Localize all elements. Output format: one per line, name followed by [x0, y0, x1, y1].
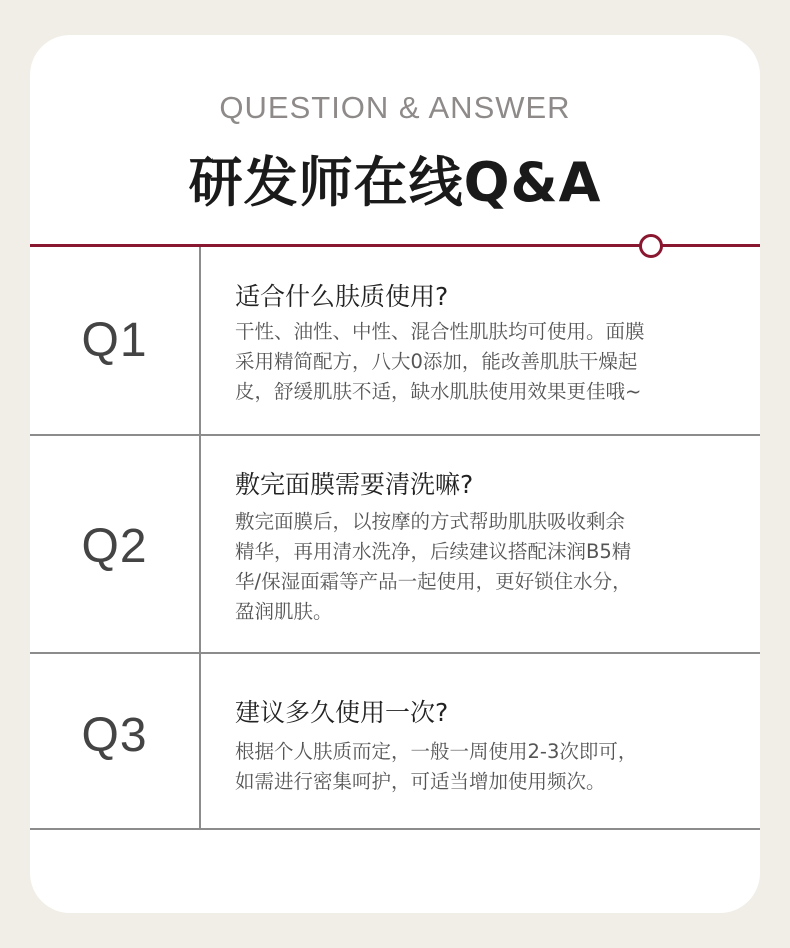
answer-text: 干性、油性、中性、混合性肌肤均可使用。面膜 采用精简配方，八大0添加，能改善肌肤干燥起 皮，舒缓肌肤不适，缺水肌肤使用效果更佳哦~ [235, 320, 645, 403]
question-title: 敷完面膜需要清洗嘛? [235, 470, 474, 499]
column-divider [199, 247, 201, 829]
question-number: Q3 [81, 709, 148, 762]
answer-text: 根据个人肤质而定，一般一周使用2-3次即可， 如需进行密集呵护，可适当增加使用频次。 [235, 740, 638, 793]
question-number: Q1 [81, 314, 148, 367]
page-title: 研发师在线Q&A [188, 151, 602, 214]
question-number: Q2 [81, 520, 148, 573]
question-title: 适合什么肤质使用? [235, 282, 449, 311]
question-title: 建议多久使用一次? [235, 698, 449, 727]
row-divider [30, 828, 760, 830]
section-subtitle: QUESTION & ANSWER [219, 90, 571, 125]
row-divider [30, 434, 760, 436]
accent-circle-icon [639, 234, 663, 258]
qa-card [30, 35, 760, 913]
answer-text: 敷完面膜后，以按摩的方式帮助肌肤吸收剩余 精华，再用清水洗净，后续建议搭配沫润B5精 华/保湿面霜等产品一起使用，更好锁住水分， 盈润肌肤。 [235, 510, 632, 623]
row-divider [30, 652, 760, 654]
